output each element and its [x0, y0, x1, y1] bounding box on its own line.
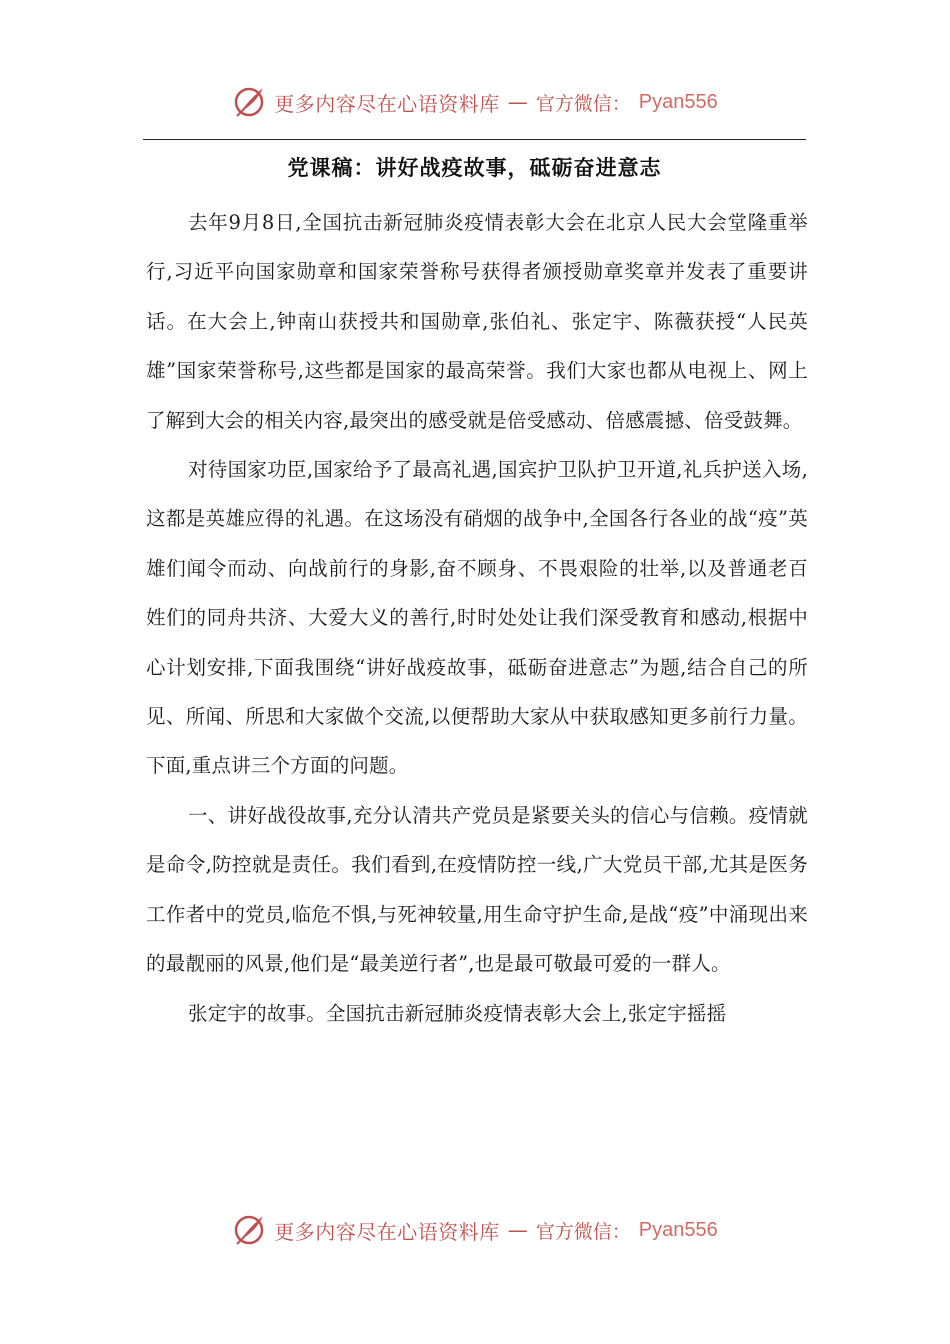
document-body: [146, 198, 808, 1038]
banner-brand: 更多内容尽在心语资料库: [274, 1219, 500, 1244]
banner-wechat-label: 官方微信：: [535, 92, 631, 115]
banner-separator: —: [507, 1218, 528, 1242]
quill-logo-icon: [232, 1213, 266, 1247]
banner-brand: 更多内容尽在心语资料库: [274, 91, 500, 116]
paragraph: 一、讲好战役故事,充分认清共产党员是紧要关头的信心与信赖。疫情就是命令,防控就是责任。我们看到,在疫情防控一线,广大党员干部,尤其是医务工作者中的党员,临危不惧,与死神较量,用生命守护生命,是战“疫”中涌现出来的最靓丽的风景,他们是“最美逆行者”,也是最可敬最可爱的一群人。: [146, 803, 808, 976]
paragraph: 对待国家功臣,国家给予了最高礼遇,国宾护卫队护卫开道,礼兵护送入场,这都是英雄应得的礼遇。在这场没有硝烟的战争中,全国各行各业的战“疫”英雄们闻令而动、向战前行的身影,奋不顾身、不畏艰险的壮举,以及普通老百姓们的同舟共济、大爱大义的善行,时时处处让我们深受教育和感动,根据中心计划安排,下面我围绕“讲好战疫故事，砥砺奋进意志”为题,结合自己的所见、所闻、所思和大家做个交流,以便帮助大家从中获取感知更多前行力量。下面,重点讲三个方面的问题。: [146, 458, 808, 778]
quill-logo-icon: [232, 85, 266, 119]
banner-separator: —: [507, 90, 528, 114]
header-banner: [0, 82, 950, 122]
banner-wechat-label: 官方微信：: [535, 1220, 631, 1243]
banner-wechat-id: Pyan556: [638, 90, 718, 113]
header-rule: [143, 139, 806, 140]
paragraph: 张定宇的故事。全国抗击新冠肺炎疫情表彰大会上,张定宇摇摇: [188, 1001, 727, 1025]
paragraph: 去年9月8日,全国抗击新冠肺炎疫情表彰大会在北京人民大会堂隆重举行,习近平向国家勋章和国家荣誉称号获得者颁授勋章奖章并发表了重要讲话。在大会上,钟南山获授共和国勋章,张伯礼、张定宇、陈薇获授“人民英雄”国家荣誉称号,这些都是国家的最高荣誉。我们大家也都从电视上、网上了解到大会的相关内容,最突出的感受就是倍受感动、倍感震撼、倍受鼓舞。: [146, 211, 808, 432]
banner-wechat-id: Pyan556: [638, 1218, 718, 1241]
footer-banner: [0, 1210, 950, 1250]
document-title: 党课稿：讲好战疫故事，砥砺奋进意志: [287, 156, 662, 180]
